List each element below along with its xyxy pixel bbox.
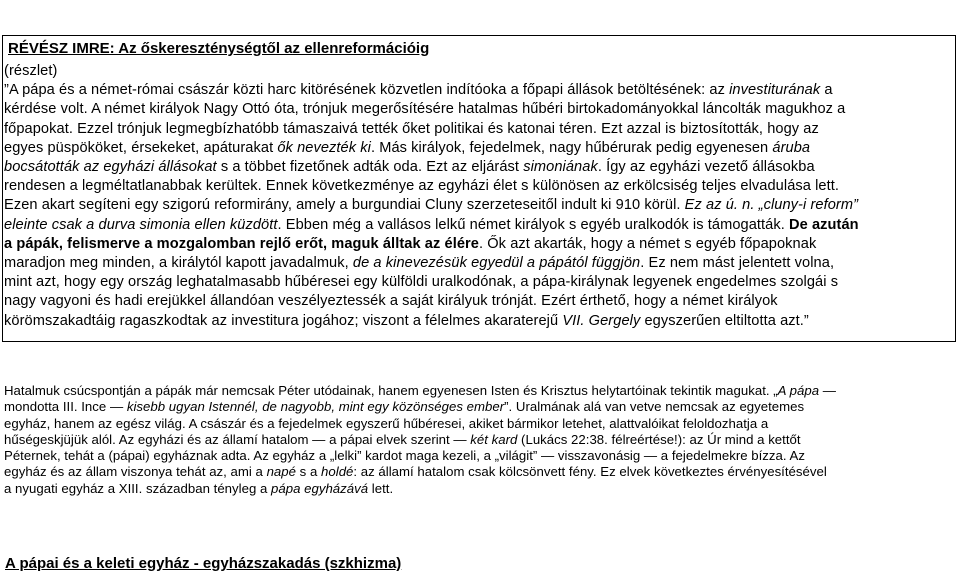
body-line: hűségeskjüjük alól. Az egyházi és az államí hatalom — a pápai elvek szerint — két kard (Lukács 22:38. félreértése!): az Úr mind a kettőt — [4, 431, 801, 447]
excerpt-line: a pápák, felismerve a mozgalomban rejlő erőt, maguk álltak az élére. Ők azt akarták, hogy a német s egyéb főpapoknak — [4, 235, 817, 252]
excerpt-line: nagy vagyoni és hadi erejükkel állandóan veszélyeztessék a saját királyuk trónját. Ezért érthető, hogy a német királyok — [4, 293, 778, 310]
excerpt-line: rendesen a legméltatlanabbak kerültek. Ennek következménye az egyházi élet s különösen az erkölcsiség teljes elvadulása lett. — [4, 178, 840, 195]
document-title: RÉVÉSZ IMRE: Az őskereszténységtől az ellenreformációig — [8, 40, 430, 57]
excerpt-line: körömszakadtáig ragaszkodtak az investitura jogához; viszont a félelmes akaraterejű VII. Gergely egyszerűen eltiltotta azt.” — [4, 312, 809, 329]
excerpt-line: főpapokat. Ezzel trónjuk legmegbízhatóbb támaszaivá tették őket politikai és katonai téren. Ezt azzal is biztosították, hogy az — [4, 120, 819, 137]
excerpt-line: maradjon meg minden, a királytól kapott javadalmuk, de a kinevezésük egyedül a pápától függjön. Ez nem mást jelentett volna, — [4, 255, 835, 272]
body-line: Hatalmuk csúcspontján a pápák már nemcsak Péter utódainak, hanem egyenesen Isten és Krisztus helytartóinak tekintik magukat. „A pápa — — [4, 383, 836, 398]
excerpt-subtitle: (részlet) — [4, 63, 58, 79]
body-line: egyház, hanem az egész világ. A császár és a fejedelmek egyszerű hűbéresei, akiket bármikor letehet, alattvalóikat feloldozhatja a — [4, 415, 769, 431]
excerpt-line: kérdése volt. A német királyok Nagy Ottó óta, trónjuk megerősítésére hatalmas hűbéri birtokadományokkal láncolták magukhoz a — [4, 101, 846, 118]
excerpt-line: eleinte csak a durva simonia ellen küzdött. Ebben még a vallásos lelkű német királyok s egyéb uralkodók is támogatták. De azután — [4, 216, 859, 233]
quoted-excerpt — [4, 62, 954, 331]
excerpt-line: bocsátották az egyházi állásokat s a többet fizetőnek adták oda. Ezt az eljárást simoniának. Így az egyházi vezető állásokba — [4, 159, 815, 176]
excerpt-line: ”A pápa és a német-római császár közti harc kitörésének közvetlen indítóoka a főpapi állások betöltésének: az investiturának a — [4, 82, 833, 99]
excerpt-line: Ezen akart segíteni egy szigorú reformirány, amely a burgundiai Cluny szerzeteseitől indult ki 910 körül. Ez az ú. n. „cluny-i reform” — [4, 197, 859, 214]
excerpt-line: mint azt, hogy egy ország leghatalmasabb hűbéresei egy külföldi uralkodónak, a pápa-királynak legyenek engedelmes szolgái s — [4, 274, 839, 291]
section-heading: A pápai és a keleti egyház - egyházszakadás (szkhizma) — [5, 555, 402, 572]
excerpt-line: egyes püspököket, érsekeket, apáturakat ők nevezték ki. Más királyok, fejedelmek, nagy hűbérurak pedig egyenesen áruba — [4, 139, 811, 156]
body-line: Péternek, tehát a (pápai) egyháznak adta. Az egyház a „lelki” kardot maga kezeli, a „világit” — visszavonásig — a fejedelmekre bízza. Az — [4, 448, 805, 464]
body-line: mondotta III. Ince — kisebb ugyan Istennél, de nagyobb, mint egy közönséges ember”. Uralmának alá van vetve nemcsak az egyetemes — [4, 399, 805, 415]
body-line: egyház és az állam viszonya tehát az, ami a napé s a holdé: az államí hatalom csak kölcsönvett fény. Ez elvek következtes érvényesítésével — [4, 464, 827, 480]
body-paragraph — [4, 383, 954, 497]
body-line: a nyugati egyház a XIII. században tényleg a pápa egyházává lett. — [4, 480, 394, 496]
